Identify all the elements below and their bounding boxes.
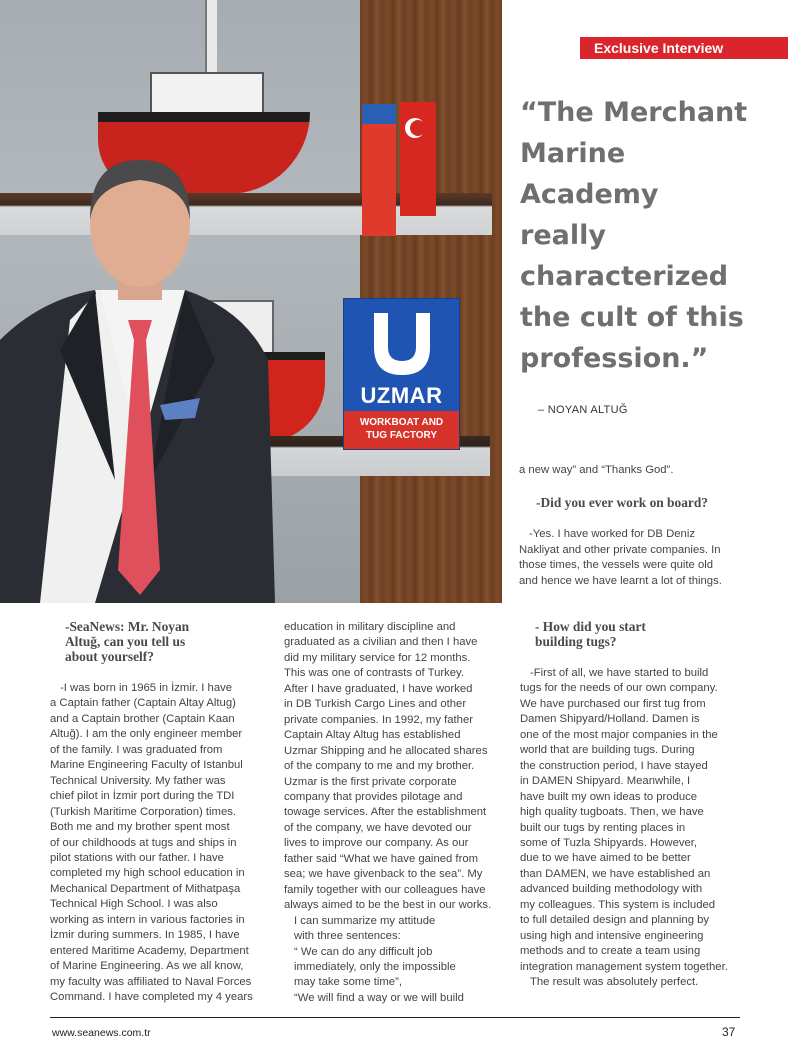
uzmar-tagline: WORKBOAT AND TUG FACTORY [344,411,459,449]
portrait-noyan-altug [0,150,275,603]
question-about-yourself: -SeaNews: Mr. Noyan Altuğ, can you tell us about yourself? [65,619,190,664]
interview-photo [0,0,502,603]
uzmar-flag [362,104,396,236]
article-column-3: -First of all, we have started to build tugs for the needs of our own company. We have purchased our first tug from Damen Shipyard/Holland. Damen is one of the most major companies in the world that are building tugs. During the construction period, I have stayed in DAMEN Shipyard. Meanwhile, I have built my own ideas to produce high quality tugboats. Then, we have built our tugs by renting places in some of Tuzla Shipyards. However, due to we have aimed to be better than DAMEN, we have established an advanced building methodology with my colleagues. This system is included to full detailed design and planning by using high and intensive engineering methods and to create a team using integration management system together. The result was absolutely perfect. [520,667,728,989]
footer-website: www.seanews.com.tr [52,1027,151,1039]
footer-divider [50,1017,740,1018]
uzmar-logo-box [343,298,460,450]
question-work-on-board: -Did you ever work on board? [536,495,708,510]
pull-quote-author: – NOYAN ALTUĞ [538,404,628,416]
section-tag: Exclusive Interview [580,37,788,59]
answer-work-on-board: -Yes. I have worked for DB Deniz Nakliyat and other private companies. In those times, the vessels were quite old and hence we have learnt a lot of things. [519,528,722,587]
page-number: 37 [722,1025,736,1039]
question-building-tugs: - How did you start building tugs? [535,619,646,649]
continued-text: a new way” and “Thanks God”. [519,464,674,476]
uzmar-brand-text: UZMAR [360,383,443,408]
turkish-flag [400,102,436,216]
article-column-1: -I was born in 1965 in İzmir. I have a Captain father (Captain Altay Altug) and a Captain brother (Captain Kaan Altuğ). I am the only engineer member of the family. I was graduated from Marine Engineering Faculty of Istanbul Technical University. My father was chief pilot in İzmir port during the TDI (Turkish Maritime Corporation) times. Both me and my brother spent most of our childhoods at tugs and ships in pilot stations with our father. I have completed my high school education in Mechanical Department of Mithatpaşa Technical High School. I was also working as intern in various factories in İzmir during summers. In 1985, I have entered Maritime Academy, Department of Marine Engineering. As we all know, my faculty was affiliated to Naval Forces Command. I have completed my 4 years [50,682,253,1004]
article-column-2: education in military discipline and graduated as a civilian and then I have did my military service for 12 months. This was one of contrasts of Turkey. After I have graduated, I have worked in DB Turkish Cargo Lines and other private companies. In 1992, my father Captain Altay Altug has established Uzmar Shipping and he allocated shares of the company to me and my brother. Uzmar is the first private corporate company that provides pilotage and towage services. After the establishment of the company, we have devoted our lives to improve our company. As our father said “What we have gained from sea; we have givenback to the sea”. My family together with our colleagues have always aimed to be the best in our works. I can summarize my attitude with three sentences: “ We can do any difficult job immediately, only the impossible may take some time”, “We will find a way or we will build [284,621,492,1004]
tug-model-mast [205,0,217,74]
uzmar-anchor-icon [366,309,438,379]
pull-quote: “The Merchant Marine Academy really characterized the cult of this profession.” [520,97,748,374]
